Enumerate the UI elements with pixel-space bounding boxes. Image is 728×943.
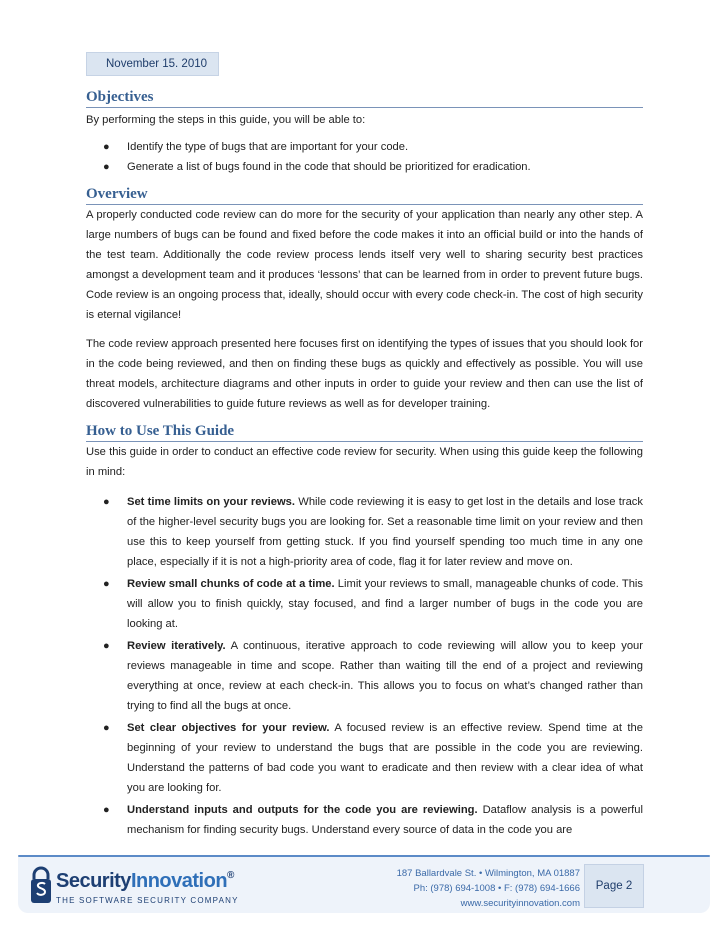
overview-paragraph: The code review approach presented here focuses first on identifying the types of issues that you should look for in the code being reviewed, and then on finding these bugs as quickly and effectively as possible. You will use threat models, architecture diagrams and other inputs in order to guide your review and then can use the list of discovered vulnerabilities to guide future reviews as well as for developer training. bbox=[86, 338, 643, 410]
objectives-intro: By performing the steps in this guide, you will be able to: bbox=[86, 114, 366, 126]
bullet-icon: ● bbox=[103, 722, 110, 734]
bullet-icon: ● bbox=[103, 161, 110, 173]
list-item: ● Set time limits on your reviews. While code reviewing it is easy to get lost in the details and lose track of the higher-level security bugs you are looking for. Set a reasonable time limit on your review and then use this to keep yourself from getting stuck. If you find yourself spending too much time in any one place, especially if it is not a high-priority area of code, flag it for later review and move on. bbox=[127, 492, 643, 572]
objectives-heading: Objectives bbox=[86, 88, 643, 108]
list-item: ● Set clear objectives for your review. A focused review is an effective review. Spend time at the beginning of your review to understand the bugs that are possible in the code you are reviewing. Understand the patterns of bad code you want to eradicate and then review with a clear idea of what you are looking for. bbox=[127, 718, 643, 798]
company-logo bbox=[30, 866, 280, 916]
page-number: Page 2 bbox=[584, 864, 644, 908]
list-item: ● Identify the type of bugs that are important for your code. bbox=[127, 137, 643, 157]
logo-tagline: THE SOFTWARE SECURITY COMPANY bbox=[56, 896, 239, 905]
guide-heading: How to Use This Guide bbox=[86, 422, 643, 442]
bullet-icon: ● bbox=[103, 496, 110, 508]
overview-heading: Overview bbox=[86, 185, 643, 205]
list-item: ● Understand inputs and outputs for the code you are reviewing. Dataflow analysis is a powerful mechanism for finding security bugs. Understand every source of data in the code you are bbox=[127, 800, 643, 840]
bullet-icon: ● bbox=[103, 578, 110, 590]
bullet-icon: ● bbox=[103, 141, 110, 153]
company-address bbox=[350, 866, 580, 911]
address-website: www.securityinnovation.com bbox=[460, 898, 580, 909]
list-item: ● Generate a list of bugs found in the code that should be prioritized for eradication. bbox=[127, 157, 643, 177]
objectives-list bbox=[103, 137, 643, 177]
content-area bbox=[86, 88, 643, 842]
address-street: 187 Ballardvale St. • Wilmington, MA 01887 bbox=[396, 868, 580, 879]
list-item: ● Review iteratively. A continuous, iterative approach to code reviewing will allow you to keep your reviews manageable in time and scope. Rather than waiting till the end of a project and reviewing everything at once, review at each check-in. This allows you to focus on what’s changed rather than trying to find all the bugs at once. bbox=[127, 636, 643, 716]
lock-icon bbox=[30, 866, 52, 904]
address-phone: Ph: (978) 694-1008 • F: (978) 694-1666 bbox=[413, 883, 580, 894]
overview-paragraph: A properly conducted code review can do more for the security of your application than nearly any other step. A large numbers of bugs can be found and fixed before the code makes it into an official build or into the hands of the test team. Additionally the code review process lends itself very well to sharing security best practices amongst a development team and it produces ‘lessons’ that can be learned from in order to prevent future bugs. Code review is an ongoing process that, ideally, should occur with every code check-in. The cost of high security is eternal vigilance! bbox=[86, 209, 643, 321]
bullet-icon: ● bbox=[103, 640, 110, 652]
logo-wordmark: SecurityInnovation® bbox=[56, 870, 234, 892]
guide-list bbox=[103, 492, 643, 840]
bullet-icon: ● bbox=[103, 804, 110, 816]
guide-intro: Use this guide in order to conduct an effective code review for security. When using this guide keep the following in mind: bbox=[86, 446, 643, 478]
date-label: November 15. 2010 bbox=[86, 52, 219, 76]
list-item: ● Review small chunks of code at a time. Limit your reviews to small, manageable chunks of code. This will allow you to finish quickly, stay focused, and find a larger number of bugs in the code you are looking at. bbox=[127, 574, 643, 634]
